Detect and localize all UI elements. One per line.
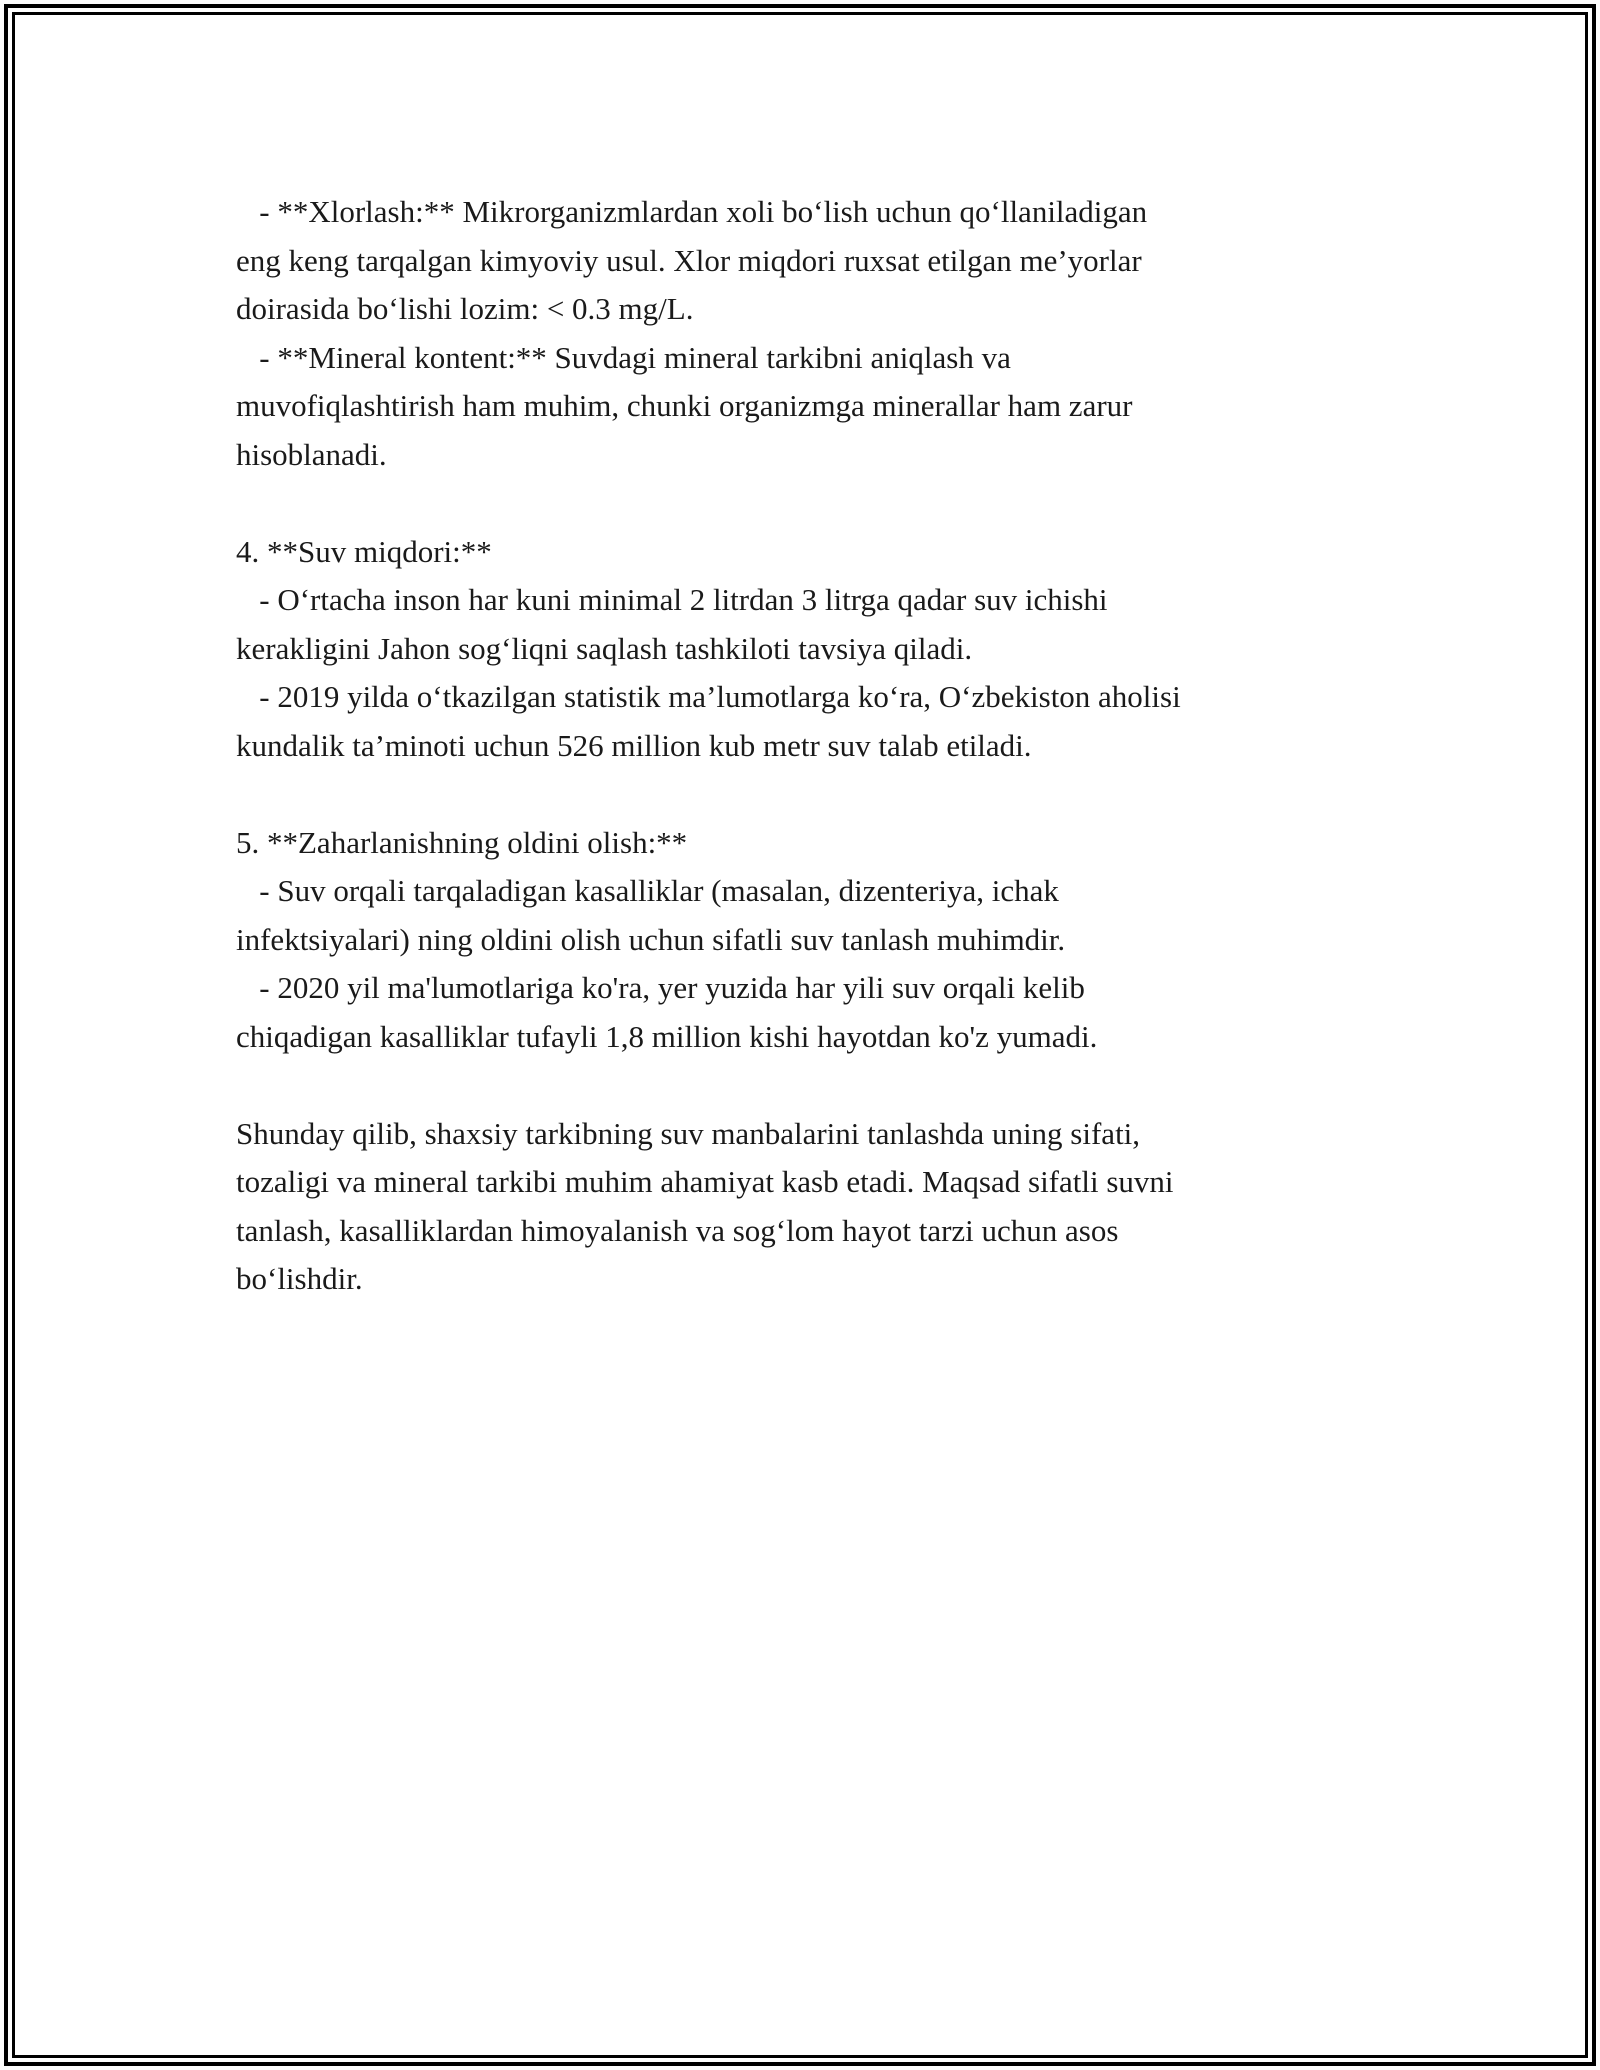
mineral-item-line-2: muvofiqlashtirish ham muhim, chunki organizmga minerallar ham zarur xyxy=(236,388,1133,423)
diseases-item-line-2: infektsiyalari) ning oldini olish uchun sifatli suv tanlash muhimdir. xyxy=(236,921,1066,957)
xlorlash-item-line-2: eng keng tarqalgan kimyoviy usul. Xlor miqdori ruxsat etilgan me’yorlar xyxy=(236,242,1142,278)
conclusion-line-2: tozaligi va mineral tarkibi muhim ahamiyat kasb etadi. Maqsad sifatli suvni xyxy=(236,1164,1174,1199)
xlorlash-item-line-1: - **Xlorlash:** Mikrorganizmlardan xoli bo‘lish uchun qo‘llaniladigan xyxy=(236,194,1148,229)
section-5-heading: 5. **Zaharlanishning oldini olish:** xyxy=(236,824,688,860)
document-body xyxy=(236,188,1396,1304)
water-intake-item-line-2: kerakligini Jahon sog‘liqni saqlash tashkiloti tavsiya qiladi. xyxy=(236,630,973,666)
mineral-item-line-3: hisoblanadi. xyxy=(236,436,387,472)
paragraph-spacer xyxy=(236,479,1396,528)
mortality-item-line-2: chiqadigan kasalliklar tufayli 1,8 million kishi hayotdan ko'z yumadi. xyxy=(236,1018,1098,1054)
mortality-item-line-1: - 2020 yil ma'lumotlariga ko'ra, yer yuzida har yili suv orqali kelib xyxy=(236,970,1085,1005)
section-4-heading: 4. **Suv miqdori:** xyxy=(236,533,492,569)
statistics-item-line-1: - 2019 yilda o‘tkazilgan statistik ma’lumotlarga ko‘ra, O‘zbekiston aholisi xyxy=(236,679,1181,714)
paragraph-spacer xyxy=(236,1061,1396,1110)
xlorlash-item-line-3: doirasida bo‘lishi lozim: < 0.3 mg/L. xyxy=(236,291,694,326)
statistics-item-line-2: kundalik ta’minoti uchun 526 million kub metr suv talab etiladi. xyxy=(236,727,1032,763)
water-intake-item-line-1: - O‘rtacha inson har kuni minimal 2 litrdan 3 litrga qadar suv ichishi xyxy=(236,582,1108,617)
conclusion-line-4: bo‘lishdir. xyxy=(236,1261,363,1296)
conclusion-line-1: Shunday qilib, shaxsiy tarkibning suv manbalarini tanlashda uning sifati, xyxy=(236,1115,1141,1151)
diseases-item-line-1: - Suv orqali tarqaladigan kasalliklar (masalan, dizenteriya, ichak xyxy=(236,873,1059,908)
paragraph-spacer xyxy=(236,770,1396,819)
mineral-item-line-1: - **Mineral kontent:** Suvdagi mineral tarkibni aniqlash va xyxy=(236,339,1011,375)
conclusion-line-3: tanlash, kasalliklardan himoyalanish va sog‘lom hayot tarzi uchun asos xyxy=(236,1212,1119,1248)
